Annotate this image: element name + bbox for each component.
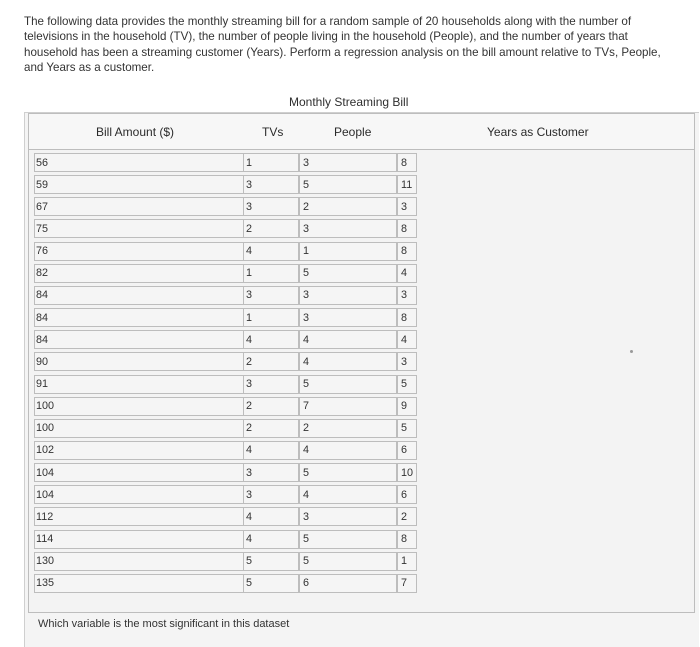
- cell-years: 6: [401, 444, 408, 457]
- cell-border: [34, 574, 244, 593]
- cell-tvs: 1: [246, 311, 253, 324]
- cell-people: 1: [303, 245, 310, 258]
- cell-years: 4: [401, 267, 408, 280]
- cell-border: [299, 242, 397, 261]
- cell-tvs: 2: [246, 400, 253, 413]
- cell-tvs: 3: [246, 289, 253, 302]
- cell-tvs: 5: [246, 555, 253, 568]
- cell-border: [299, 507, 397, 526]
- cell-people: 7: [303, 400, 310, 413]
- cell-bill-amount: 84: [36, 289, 49, 302]
- cell-tvs: 4: [246, 533, 253, 546]
- cell-bill-amount: 102: [36, 444, 55, 457]
- cell-border: [34, 352, 244, 371]
- cell-bill-amount: 135: [36, 577, 55, 590]
- cell-bill-amount: 130: [36, 555, 55, 568]
- cell-people: 5: [303, 267, 310, 280]
- cell-bill-amount: 82: [36, 267, 49, 280]
- cell-bill-amount: 76: [36, 245, 49, 258]
- cell-years: 8: [401, 156, 408, 169]
- cell-border: [34, 175, 244, 194]
- cell-border: [299, 397, 397, 416]
- cell-bill-amount: 104: [36, 466, 55, 479]
- cell-tvs: 4: [246, 510, 253, 523]
- table-caption: Monthly Streaming Bill: [289, 95, 409, 109]
- cell-people: 5: [303, 178, 310, 191]
- cell-tvs: 2: [246, 422, 253, 435]
- cell-years: 5: [401, 378, 408, 390]
- cell-bill-amount: 100: [36, 400, 55, 413]
- cell-border: [34, 308, 244, 327]
- cell-tvs: 1: [246, 156, 253, 169]
- cell-people: 3: [303, 222, 310, 235]
- cell-bill-amount: 67: [36, 200, 49, 213]
- cell-bill-amount: 75: [36, 222, 49, 235]
- cell-years: 9: [401, 400, 408, 413]
- cell-border: [299, 530, 397, 549]
- cell-bill-amount: 59: [36, 178, 49, 191]
- cell-people: 3: [303, 156, 310, 169]
- cell-tvs: 3: [246, 200, 253, 213]
- cell-bill-amount: 104: [36, 488, 55, 501]
- cell-border: [34, 463, 244, 482]
- cell-border: [299, 574, 397, 593]
- cell-years: 2: [401, 510, 408, 523]
- problem-statement: The following data provides the monthly streaming bill for a random sample of 20 households along with the number of televisions in the household (TV), the number of people living in the household (People), and the number of years that household has been a streaming customer (Years). Perform a regression analysis on the bill amount relative to TVs, People, and Years as a customer.: [24, 15, 661, 75]
- cell-tvs: 3: [246, 378, 253, 390]
- cell-border: [34, 375, 244, 394]
- cell-border: [299, 419, 397, 438]
- cell-years: 3: [401, 289, 408, 302]
- header-people: People: [334, 125, 372, 139]
- question-text: Which variable is the most significant in this dataset: [38, 618, 290, 630]
- cell-tvs: 2: [246, 222, 253, 235]
- cell-people: 3: [303, 289, 310, 302]
- cell-border: [299, 552, 397, 571]
- cell-people: 5: [303, 466, 310, 479]
- cell-border: [34, 441, 244, 460]
- cell-people: 3: [303, 311, 310, 324]
- cell-bill-amount: 112: [36, 510, 54, 523]
- cell-border: [299, 264, 397, 283]
- cell-border: [299, 175, 397, 194]
- cell-tvs: 1: [246, 267, 253, 280]
- cell-years: 10: [401, 466, 414, 479]
- cell-tvs: 5: [246, 577, 253, 590]
- cell-bill-amount: 90: [36, 355, 49, 368]
- cell-border: [299, 463, 397, 482]
- cell-people: 2: [303, 422, 310, 435]
- cell-people: 4: [303, 444, 310, 457]
- cell-bill-amount: 84: [36, 333, 49, 346]
- cell-people: 5: [303, 378, 310, 390]
- cell-border: [299, 485, 397, 504]
- cell-border: [34, 242, 244, 261]
- cell-people: 6: [303, 577, 310, 590]
- cell-border: [299, 308, 397, 327]
- stray-mark: [630, 350, 633, 353]
- cell-years: 8: [401, 311, 408, 324]
- cell-years: 7: [401, 577, 408, 590]
- cell-bill-amount: 56: [36, 156, 49, 169]
- cell-years: 11: [401, 178, 413, 191]
- cell-years: 1: [401, 555, 408, 568]
- cell-years: 3: [401, 200, 408, 213]
- cell-bill-amount: 114: [36, 533, 54, 546]
- cell-border: [34, 286, 244, 305]
- cell-border: [34, 197, 244, 216]
- cell-border: [299, 330, 397, 349]
- cell-border: [34, 485, 244, 504]
- cell-people: 3: [303, 510, 310, 523]
- cell-years: 3: [401, 355, 408, 368]
- cell-tvs: 4: [246, 444, 253, 457]
- header-tvs: TVs: [262, 125, 284, 139]
- cell-tvs: 4: [246, 245, 253, 258]
- cell-tvs: 4: [246, 333, 253, 346]
- cell-people: 4: [303, 355, 310, 368]
- cell-border: [34, 153, 244, 172]
- cell-border: [34, 330, 244, 349]
- cell-border: [299, 219, 397, 238]
- cell-bill-amount: 91: [36, 378, 49, 390]
- header-years-as-customer: Years as Customer: [487, 125, 589, 139]
- cell-border: [34, 219, 244, 238]
- cell-years: 4: [401, 333, 408, 346]
- cell-border: [34, 530, 244, 549]
- cell-tvs: 3: [246, 466, 253, 479]
- cell-tvs: 3: [246, 488, 253, 501]
- cell-people: 2: [303, 200, 310, 213]
- cell-border: [34, 264, 244, 283]
- cell-people: 5: [303, 533, 310, 546]
- cell-bill-amount: 84: [36, 311, 49, 324]
- cell-border: [299, 197, 397, 216]
- cell-border: [299, 286, 397, 305]
- cell-years: 8: [401, 222, 408, 235]
- cell-people: 5: [303, 555, 310, 568]
- cell-tvs: 2: [246, 355, 253, 368]
- cell-years: 6: [401, 488, 408, 501]
- cell-years: 8: [401, 245, 408, 258]
- cell-border: [299, 441, 397, 460]
- cell-border: [34, 419, 244, 438]
- cell-border: [299, 375, 397, 394]
- header-bill-amount: Bill Amount ($): [96, 125, 175, 139]
- cell-border: [299, 352, 397, 371]
- cell-tvs: 3: [246, 178, 253, 191]
- cell-years: 8: [401, 533, 408, 546]
- cell-border: [34, 397, 244, 416]
- cell-border: [34, 507, 244, 526]
- cell-people: 4: [303, 488, 310, 501]
- cell-bill-amount: 100: [36, 422, 55, 435]
- cell-border: [34, 552, 244, 571]
- cell-years: 5: [401, 422, 408, 435]
- cell-border: [299, 153, 397, 172]
- cell-people: 4: [303, 333, 310, 346]
